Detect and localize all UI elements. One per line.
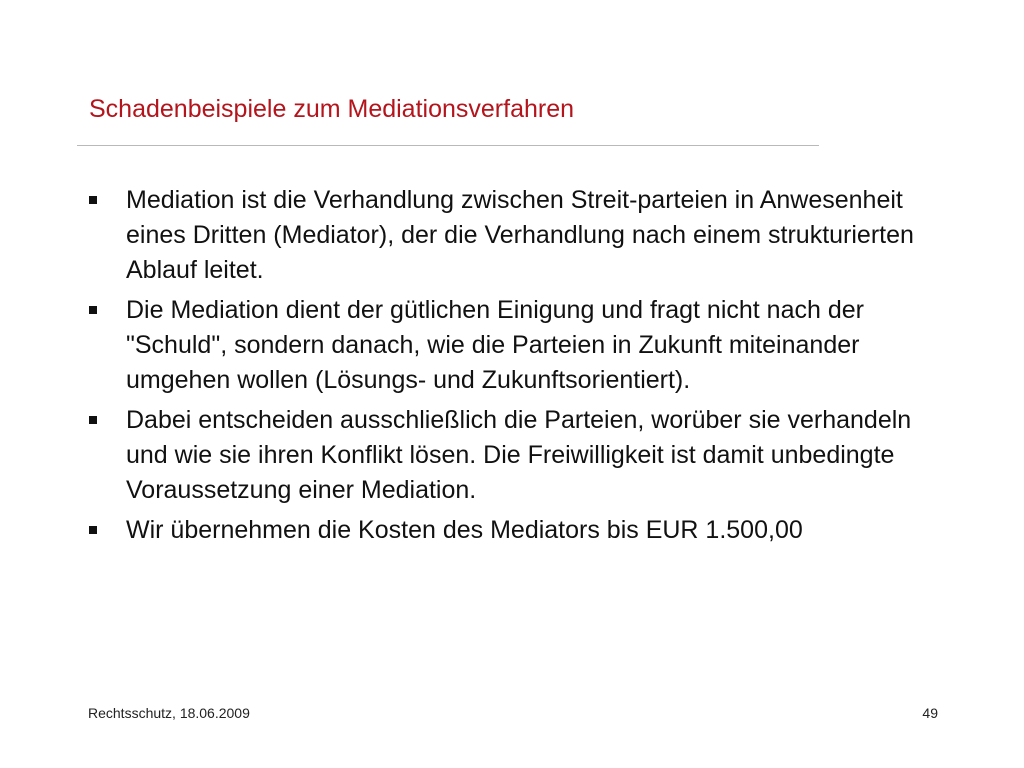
bullet-item [88, 513, 948, 548]
slide-title: Schadenbeispiele zum Mediationsverfahren [89, 95, 575, 123]
square-bullet-icon [89, 196, 97, 204]
bullet-item [88, 403, 948, 508]
page-number: 49 [922, 705, 938, 721]
bullet-list [88, 183, 948, 553]
bullet-text: Dabei entscheiden ausschließlich die Parteien, worüber sie verhandeln und wie sie ihren Konflikt lösen. Die Freiwilligkeit ist damit unbedingte Voraussetzung einer Mediation. [126, 406, 912, 504]
bullet-text: Wir übernehmen die Kosten des Mediators bis EUR 1.500,00 [126, 516, 803, 544]
bullet-text: Die Mediation dient der gütlichen Einigung und fragt nicht nach der "Schuld", sondern danach, wie die Parteien in Zukunft miteinander umgehen wollen (Lösungs- und Zukunftsorientiert). [126, 296, 864, 394]
bullet-item [88, 183, 948, 288]
footer-text: Rechtsschutz, 18.06.2009 [88, 705, 250, 721]
bullet-item [88, 293, 948, 398]
square-bullet-icon [89, 306, 97, 314]
square-bullet-icon [89, 526, 97, 534]
bullet-text: Mediation ist die Verhandlung zwischen Streit-parteien in Anwesenheit eines Dritten (Mediator), der die Verhandlung nach einem strukturierten Ablauf leitet. [126, 186, 914, 284]
square-bullet-icon [89, 416, 97, 424]
title-divider [77, 145, 819, 146]
